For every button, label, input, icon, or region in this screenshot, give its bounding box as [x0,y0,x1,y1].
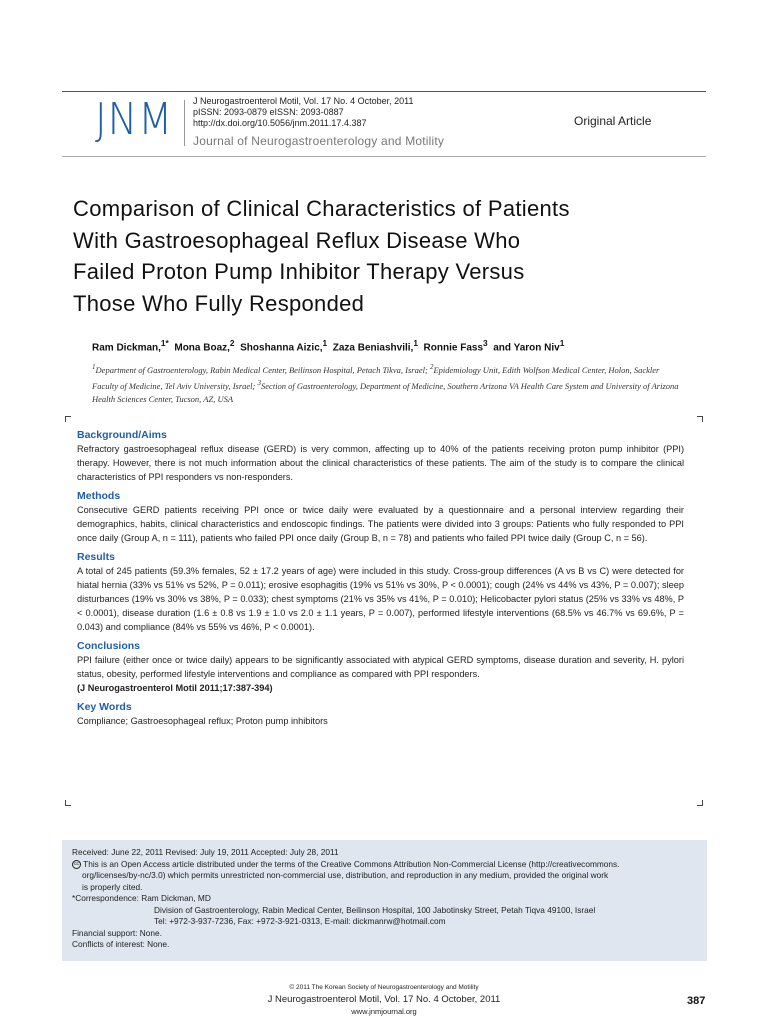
correspondence-contact: Tel: +972-3-937-7236, Fax: +972-3-921-0313, E-mail: dickmanrw@hotmail.com [154,916,446,926]
title-line: Comparison of Clinical Characteristics of Patients [73,196,570,221]
journal-citation-line: J Neurogastroenterol Motil, Vol. 17 No. 4 October, 2011 [193,96,414,106]
title-line: Those Who Fully Responded [73,290,365,316]
license-line: is properly cited. [82,881,143,892]
methods-heading: Methods [77,490,121,502]
footer-url[interactable]: www.jnmjournal.org [351,1007,417,1016]
author-name: Ram Dickman, [92,342,161,354]
affiliation-text: Epidemiology Unit, Edith Wolfson Medical Center, Holon, Sackler Faculty of Medicine, Tel Aviv University, Israel; [92,364,660,391]
conclusions-heading: Conclusions [77,640,141,652]
title-line: With Gastroesophageal Reflux Disease Who [73,227,521,253]
affiliations [92,361,682,406]
footer-society: © 2011 The Korean Society of Neurogastroenterology and Motility [289,984,479,991]
correspondence-label: *Correspondence: [72,893,139,903]
frame-corner [65,416,71,422]
page-number: 387 [687,995,706,1007]
affiliation-text: Department of Gastroenterology, Rabin Medical Center, Beilinson Hospital, Petach Tikva, Israel; [95,364,430,375]
results-text: A total of 245 patients (59.3% females, 52 ± 17.2 years of age) were included in this study. Cross-group differences (A vs B vs C) were detected for hiatal hernia (33% vs 51% vs 52%, P = 0.011); erosive esophagitis (19% vs 51% vs 30%, P < 0.0001); cough (24% vs 44% vs 43%, P = 0.007); sleep disturbances (19% vs 30% vs 38%, P = 0.033); chest symptoms (21% vs 35% vs 41%, P = 0.010); Helicobacter pylori status (25% vs 33% vs 48%, P < 0.0001), disease duration (1.6 ± 0.8 vs 1.9 ± 1.0 vs 2.0 ± 1.1 years, P = 0.007), performed lifestyle interventions (68.5% vs 46.7% vs 69.6%, P = 0.043) and compliance (84% vs 55% vs 46%, P < 0.0001). [77,566,684,632]
keywords-text: Compliance; Gastroesophageal reflux; Proton pump inhibitors [77,716,328,726]
background-text: Refractory gastroesophageal reflux disease (GERD) is very common, affecting up to 40% of the patients receiving proton pump inhibitor (PPI) therapy. However, there is not much information about the clinical characteristics of these patients. The aim of the study is to compare the clinical characteristics of PPI responders vs non-responders. [77,444,684,482]
license-line: org/licenses/by-nc/3.0) which permits unrestricted non-commercial use, distribution, and reproduction in any medium, provided the original work [82,870,609,880]
logo-divider [184,100,185,146]
author-name: Mona Boaz, [174,342,230,354]
conclusions-block [77,653,684,695]
author-affiliation-mark: 1* [160,338,169,348]
issn-line: pISSN: 2093-0879 eISSN: 2093-0887 [193,107,344,117]
correspondence-line [72,893,700,905]
article-info [72,847,700,951]
article-dates: Received: June 22, 2011 Revised: July 19, 2011 Accepted: July 28, 2011 [72,847,339,857]
creative-commons-icon: cc [74,860,79,867]
abstract-citation: (J Neurogastroenterol Motil 2011;17:387-394) [77,683,273,693]
header-top-rule [62,91,706,92]
license-text: This is an Open Access article distributed under the terms of the Creative Commons Attribution Non-Commercial License (http://creativecommons. [83,858,620,869]
journal-name: Journal of Neurogastroenterology and Motility [193,134,445,148]
article-type: Original Article [574,114,652,128]
author-affiliation-mark: 1 [322,338,328,348]
affiliation-mark: 1 [92,363,96,371]
abstract [77,428,684,733]
author-affiliation-mark: 3 [483,338,488,348]
frame-corner [697,800,703,806]
keywords-heading: Key Words [77,701,132,713]
author-list [92,338,692,353]
author-affiliation-mark: 2 [229,338,235,348]
background-heading: Background/Aims [77,429,167,441]
author-name: Zaza Beniashvili, [332,342,414,354]
conclusions-text: PPI failure (either once or twice daily) appears to be significantly associated with atypical GERD symptoms, disease duration and severity, H. pylori status, obesity, performed lifestyle interventions and compliance as compared with PPI responders. [77,655,684,679]
correspondence-name: Ram Dickman, MD [141,893,211,903]
article-title [73,193,693,319]
affiliation-text: Section of Gastroenterology, Department of Medicine, Southern Arizona VA Health Care System and University of Arizona Health Sciences Center, Tucson, AZ, USA [92,380,679,404]
results-heading: Results [77,551,115,563]
author-name: Ronnie Fass [423,342,484,354]
frame-corner [65,800,71,806]
affiliation-mark: 2 [429,363,434,371]
author-name: and Yaron Niv [493,342,560,354]
license-line [72,859,700,871]
header-bottom-rule [62,156,706,157]
conflicts-of-interest: Conflicts of interest: None. [72,939,170,949]
methods-text: Consecutive GERD patients receiving PPI once or twice daily were evaluated by a questionnaire and a personal interview regarding their demographics, habits, clinical characteristics and endoscopic findings. The patients were divided into 3 groups: Patients who fully responded to PPI once daily (Group A, n = 111), patients who failed PPI once daily (Group B, n = 78) and patients who failed PPI twice daily (Group C, n = 56). [77,505,684,543]
author-name: Shoshanna Aizic, [240,342,323,354]
author-affiliation-mark: 1 [559,338,565,348]
title-line: Failed Proton Pump Inhibitor Therapy Versus [73,259,525,284]
frame-corner [697,416,703,422]
journal-citation-block [193,96,413,129]
correspondence-address: Division of Gastroenterology, Rabin Medical Center, Beilinson Hospital, 100 Jabotinsky Street, Petah Tiqva 49100, Israel [154,904,596,915]
author-affiliation-mark: 1 [413,338,418,348]
journal-logo: JNM [95,94,174,145]
financial-support: Financial support: None. [72,927,162,938]
doi-line[interactable]: http://dx.doi.org/10.5056/jnm.2011.17.4.387 [193,118,367,128]
footer-journal: J Neurogastroenterol Motil, Vol. 17 No. 4 October, 2011 [267,994,501,1005]
affiliation-mark: 3 [257,378,262,387]
